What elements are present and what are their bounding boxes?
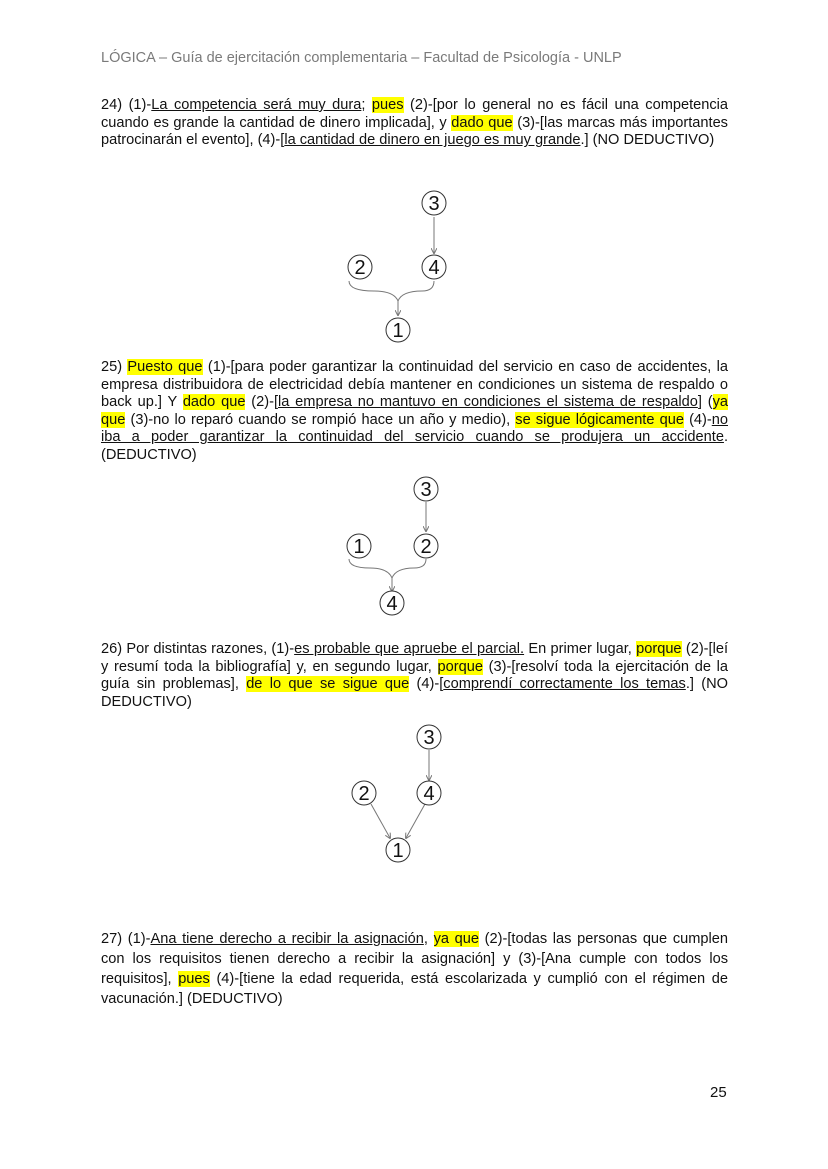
node-3 bbox=[414, 477, 438, 501]
svg-text:3: 3 bbox=[428, 193, 440, 215]
node-2 bbox=[348, 255, 372, 279]
page-header: LÓGICA – Guía de ejercitación complementaria – Facultad de Psicología - UNLP bbox=[101, 50, 622, 66]
svg-text:1: 1 bbox=[392, 840, 404, 862]
node-2 bbox=[414, 534, 438, 558]
svg-text:2: 2 bbox=[420, 536, 432, 558]
diagram-26 bbox=[340, 720, 450, 870]
underlined-statement: comprendí correctamente los temas bbox=[443, 676, 686, 693]
diagram-24 bbox=[330, 185, 460, 350]
highlight-marker: ya que bbox=[101, 394, 728, 428]
svg-text:1: 1 bbox=[392, 320, 404, 342]
underlined-conclusion: Ana tiene derecho a recibir la asignación bbox=[150, 931, 424, 947]
arrow-4-to-1 bbox=[406, 804, 425, 838]
highlight-marker: dado que bbox=[182, 394, 246, 411]
exercise-27-text: 27) (1)-Ana tiene derecho a recibir la asignación, ya que (2)-[todas las personas que cumplen con los requisitos tienen derecho a recibir la asignación] y (3)-[Ana cumple con todos los requisitos], pues (4)-[tiene la edad requerida, está escolarizada y cumplió con el régimen de vacunación.] (DEDUCTIVO) bbox=[101, 931, 729, 1007]
exercise-25-text: 25) Puesto que (1)-[para poder garantizar la continuidad del servicio en caso de accidentes, la empresa distribuidora de electricidad debía mantener en condiciones un sistema de respaldo o back up.] Y dado que (2)-[la empresa no mantuvo en condiciones el sistema de respaldo] (ya que (3)-no lo reparó cuando se rompió hace un año y medio), se sigue lógicamente que (4)-no iba a poder garantizar la continuidad del servicio cuando se produjera un accidente. (DEDUCTIVO) bbox=[101, 359, 728, 463]
highlight-marker: pues bbox=[371, 97, 404, 113]
exercise-24-text: 24) (1)-La competencia será muy dura; pues (2)-[por lo general no es fácil una competencia cuando es grande la cantidad de dinero implicada], y dado que (3)-[las marcas más importantes patrocinarán el evento], (4)-[la cantidad de dinero en juego es muy grande.] (NO DEDUCTIVO) bbox=[101, 97, 729, 149]
node-1 bbox=[386, 318, 410, 342]
node-1 bbox=[386, 838, 410, 862]
underlined-statement: la cantidad de dinero en juego es muy grande bbox=[284, 132, 581, 149]
brace-1-2 bbox=[349, 559, 426, 578]
brace-2-4 bbox=[349, 281, 434, 301]
underlined-statement: la empresa no mantuvo en condiciones el sistema de respaldo bbox=[278, 394, 698, 411]
node-4 bbox=[380, 591, 404, 615]
arrow-2-to-1 bbox=[371, 804, 390, 838]
node-3 bbox=[422, 191, 446, 215]
highlight-marker: porque bbox=[636, 641, 682, 657]
node-3 bbox=[417, 725, 441, 749]
node-4 bbox=[417, 781, 441, 805]
exercise-26-text: 26) Por distintas razones, (1)-es probable que apruebe el parcial. En primer lugar, porque (2)-[leí y resumí toda la bibliografía] y, en segundo lugar, porque (3)-[resolví toda la ejercitación de la guía sin problemas], de lo que se sigue que (4)-[comprendí correctamente los temas.] (NO DEDUCTIVO) bbox=[101, 641, 729, 710]
highlight-marker: pues bbox=[178, 971, 210, 987]
page-number: 25 bbox=[710, 1084, 727, 1101]
highlight-marker: Puesto que bbox=[127, 359, 203, 375]
svg-text:4: 4 bbox=[386, 593, 398, 615]
node-2 bbox=[352, 781, 376, 805]
diagram-25 bbox=[330, 472, 450, 622]
svg-text:1: 1 bbox=[353, 536, 365, 558]
node-4 bbox=[422, 255, 446, 279]
svg-text:3: 3 bbox=[420, 479, 432, 501]
svg-text:2: 2 bbox=[358, 783, 370, 805]
highlight-marker: porque bbox=[437, 658, 483, 675]
underlined-conclusion: La competencia será muy dura bbox=[151, 97, 362, 113]
highlight-marker: ya que bbox=[433, 931, 479, 947]
svg-text:2: 2 bbox=[354, 257, 366, 279]
underlined-conclusion: es probable que apruebe el parcial. bbox=[294, 641, 525, 657]
node-1 bbox=[347, 534, 371, 558]
svg-text:3: 3 bbox=[423, 727, 435, 749]
svg-text:4: 4 bbox=[428, 257, 440, 279]
highlight-marker: de lo que se sigue que bbox=[246, 676, 410, 693]
underlined-conclusion: no iba a poder garantizar la continuidad del servicio cuando se produjera un accidente bbox=[101, 411, 728, 446]
highlight-marker: dado que bbox=[451, 114, 513, 131]
highlight-marker: se sigue lógicamente que bbox=[515, 411, 684, 428]
svg-text:4: 4 bbox=[423, 783, 435, 805]
